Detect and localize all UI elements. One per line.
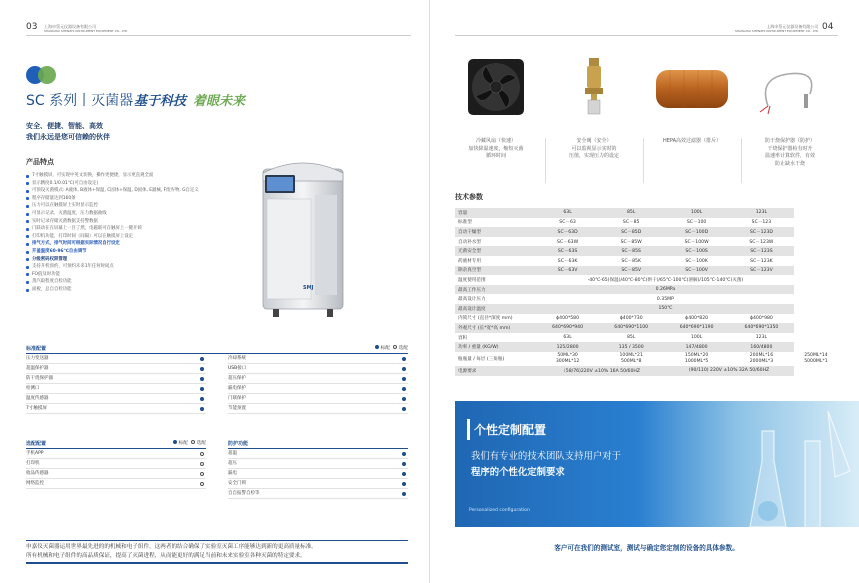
config-row — [26, 404, 206, 414]
fan-caption — [451, 138, 541, 161]
feature-item: 开盖温度60-96℃自由调节 — [26, 248, 246, 256]
spec-value: 63L — [537, 208, 598, 218]
feature-item: 程序存储量达到160条 — [26, 195, 246, 203]
standard-marker-icon — [200, 367, 205, 372]
config-label: USB接口 — [228, 366, 247, 371]
feature-item: 打印机功能，打印时间（间隔）可以在触摸屏上设定 — [26, 233, 246, 241]
spec-row — [455, 237, 838, 247]
spec-value: ϕ400*580 — [537, 314, 598, 324]
standard-marker-icon — [402, 387, 407, 392]
spec-label: 标准型 — [455, 218, 537, 228]
spec-label: 自动补水型 — [455, 237, 537, 247]
spec-row — [455, 285, 838, 295]
config-row — [228, 394, 408, 404]
spec-label: 容量 — [455, 208, 537, 218]
accessory-valve — [549, 58, 639, 161]
spec-label: 外观尺寸 (长*宽*高 mm) — [455, 323, 537, 333]
spec-value-line: 250ML*14 — [804, 352, 828, 358]
config-row — [26, 394, 206, 404]
standard-marker-icon — [200, 397, 205, 402]
page-number-left: 03 — [26, 22, 38, 32]
config-row — [228, 374, 408, 384]
left-footer — [26, 540, 408, 564]
spec-value: 123L — [729, 208, 794, 218]
banner-line-1: 我们有专业的技术团队支持用户对于 — [471, 451, 622, 462]
config-legend-2 — [173, 440, 206, 446]
spec-value — [537, 352, 598, 366]
feature-item: 排气方式，排气时间可根据实际情况自行设定 — [26, 240, 246, 248]
left-page — [0, 0, 429, 583]
header-divider — [26, 35, 411, 36]
feature-item: 显示精度0.1/0.01℃(可自由设定) — [26, 180, 246, 188]
slogan-2: 着眼未来 — [193, 94, 246, 109]
spec-value: SC－123 — [729, 218, 794, 228]
spec-value: 640*690*1100 — [598, 323, 664, 333]
spec-value: SC－85V — [598, 266, 664, 276]
feature-item: 可预设灭菌模式: A液体, B液体+保温, C固体+保温, D固体, E器械, F废弃物, G自定义 — [26, 187, 246, 195]
config-label: 自自报警自检等 — [228, 491, 260, 496]
config-row — [26, 354, 206, 364]
spec-value: SC－100K — [664, 256, 729, 266]
spec-label: 最高工作压力 — [455, 285, 537, 295]
spec-value: ϕ400*980 — [729, 314, 794, 324]
spec-row — [455, 352, 838, 366]
standard-marker-icon — [402, 492, 407, 497]
spec-label: 容积 — [455, 333, 537, 343]
config-row — [228, 384, 408, 394]
spec-value-line: 1000ML*5 — [684, 358, 709, 364]
spec-value: SC－85D — [598, 227, 664, 237]
features-list — [26, 172, 246, 294]
standard-marker-icon — [200, 407, 205, 412]
accessory-sensor — [745, 58, 835, 168]
spec-value: 85L — [598, 208, 664, 218]
config-label: 手机APP — [26, 451, 44, 456]
spec-row — [455, 333, 838, 343]
spec-value — [664, 352, 729, 366]
accessory-separator — [643, 138, 644, 183]
optional-marker-icon — [200, 472, 205, 477]
features-heading: 产品特点 — [26, 158, 54, 166]
feature-item: 支持开机预约，可预约未来1年任何时间点 — [26, 263, 246, 271]
spec-row — [455, 323, 838, 333]
spec-value: SC－100S — [664, 246, 729, 256]
config-label: 漏电保护 — [228, 386, 246, 391]
spec-value: SC－63S — [537, 246, 598, 256]
config-label: 超压保护 — [228, 376, 246, 381]
config-label: 漏电 — [228, 471, 237, 476]
spec-value: SC－85W — [598, 237, 664, 247]
standard-marker-icon — [200, 377, 205, 382]
config-label: 网络监控 — [26, 481, 44, 486]
banner-text — [471, 449, 621, 481]
logo-dot-green — [38, 66, 56, 84]
spec-value: 147/4800 — [664, 342, 729, 352]
spec-value: ϕ400*820 — [664, 314, 729, 324]
sensor-caption-line: 干烧保护器检有时升 — [767, 145, 813, 152]
config-row — [26, 364, 206, 374]
spec-label: 药液材专用 — [455, 256, 537, 266]
protection-config-heading: 防护功能 — [228, 441, 249, 447]
company-name-cn: 上海申蔡元仪器设备有限公司 — [766, 24, 819, 29]
spec-value: SC－100 — [664, 218, 729, 228]
spec-value: SC－123W — [729, 237, 794, 247]
spec-value: SC－85K — [598, 256, 664, 266]
accessory-separator — [545, 138, 546, 183]
header-divider-right — [455, 35, 838, 36]
spec-value: SC－123S — [729, 246, 794, 256]
config-label: 打印机 — [26, 461, 40, 466]
spec-value-line: 5000ML*1 — [804, 358, 828, 364]
spec-value: 0.35MP — [537, 294, 794, 304]
sensor-caption-line: 温速率计算软件，有效 — [764, 153, 815, 159]
legend-open-marker — [393, 345, 397, 349]
footer-bar — [26, 562, 408, 564]
spec-value: 123L — [729, 333, 794, 343]
fan-image — [454, 58, 538, 116]
config-row — [228, 459, 408, 469]
standard-config-table — [26, 345, 408, 414]
spec-value: SC－123V — [729, 266, 794, 276]
spec-row — [455, 246, 838, 256]
sensor-caption-line: 防止缺水干烧 — [774, 160, 805, 167]
spec-row — [455, 218, 838, 228]
sensor-image — [748, 58, 832, 116]
sensor-caption — [745, 138, 835, 168]
footer-text-2: 所有机械和电子组件的高品质保证，提高了灭菌进程，从而能更好的满足当前和未来实验室各种灭菌的特定要求。 — [26, 553, 306, 559]
spec-row — [455, 256, 838, 266]
accessory-separator — [741, 138, 742, 183]
accessory-fan — [451, 58, 541, 161]
spec-row — [455, 266, 838, 276]
spec-value: 100L — [664, 208, 729, 218]
config-label: 节能预置 — [228, 406, 246, 411]
company-name-cn: 上海申蔡元仪器设备有限公司 — [44, 24, 96, 29]
spec-value: （58/76)220V ±10% 16A 50/60HZ — [537, 366, 664, 376]
spec-row — [455, 294, 838, 304]
config-label: 压力变送器 — [26, 356, 49, 361]
spec-value — [598, 352, 664, 366]
spec-value: 85L — [598, 333, 664, 343]
sensor-caption-line: 防干烧保护器（防护） — [764, 138, 815, 144]
valve-image — [552, 58, 636, 116]
config-row — [228, 354, 408, 364]
spec-value-line: 300ML*12 — [555, 358, 580, 364]
feature-item: 7寸触摸屏，可实现中英文切换，操作更便捷，显示更直观全面 — [26, 172, 246, 180]
standard-marker-icon — [402, 407, 407, 412]
spec-value: 125/2800 — [537, 342, 598, 352]
spec-value: 640*690*940 — [537, 323, 598, 333]
config-row — [26, 479, 206, 489]
spec-label: 瓶瓶量 / 每层 (三角瓶) — [455, 352, 537, 366]
config-label: 超温 — [228, 451, 237, 456]
spec-value: SC－63V — [537, 266, 598, 276]
standard-marker-icon — [402, 377, 407, 382]
safety-valve-icon — [552, 58, 636, 116]
tagline-1: 安全、便捷、智能、高效 — [26, 122, 103, 130]
lab-glassware-image — [710, 401, 859, 527]
spec-label: 最高设计压力 — [455, 294, 537, 304]
legend-filled-marker — [173, 440, 177, 444]
spec-value: 135 / 3500 — [598, 342, 664, 352]
banner-line-2: 程序的个性化定制要求 — [471, 467, 565, 478]
spec-value-line: 200ML*16 — [749, 352, 774, 358]
sterilizer-image — [257, 155, 349, 320]
machine-badge: SMJ — [303, 285, 314, 291]
standard-marker-icon — [402, 452, 407, 457]
spec-value: -40℃-65(保温)/40℃-80℃(烘干)/65℃-100℃(溶解)/105℃-140℃(灭菌) — [537, 275, 794, 285]
right-footer: 客户可在我们的测试室，测试与确定您定制的设备的具体参数。 — [554, 544, 739, 552]
footer-text-1: 申嘉仪灭菌器运用世界最先进的的机械和电子组件，这两者的结合确保了实验室灭菌工序能够达到新的更高质量标准。 — [26, 544, 317, 550]
spec-row — [455, 275, 838, 285]
standard-config-heading: 标准配置 — [26, 346, 47, 352]
config-row — [228, 449, 408, 459]
spec-value: SC－63D — [537, 227, 598, 237]
standard-marker-icon — [402, 397, 407, 402]
spec-value-line: 50ML*30 — [557, 352, 578, 358]
standard-marker-icon — [402, 357, 407, 362]
feature-item: 压力可以在触摸屏上实时显示监控 — [26, 202, 246, 210]
valve-caption-line: 可以监视显示实时的 — [571, 145, 617, 152]
config-label: 温度传感器 — [26, 396, 49, 401]
spec-value: SC－100D — [664, 227, 729, 237]
legend-filled-marker — [375, 345, 379, 349]
fan-icon — [454, 58, 538, 116]
spec-row — [455, 208, 838, 218]
accessory-filter — [647, 58, 737, 146]
tagline-2: 我们永远是您可信赖的伙伴 — [26, 133, 110, 141]
company-header-left — [44, 24, 127, 34]
config-row — [26, 374, 206, 384]
spec-value — [794, 352, 838, 366]
valve-caption — [549, 138, 639, 161]
feature-item: 面板，总自自检功能 — [26, 286, 246, 294]
fan-caption-line: 循环时间 — [485, 153, 506, 159]
config-row — [228, 404, 408, 414]
company-header-right — [735, 24, 818, 34]
page-title: SC 系列丨灭菌器 — [26, 93, 134, 109]
spec-value: ϕ400*730 — [598, 314, 664, 324]
legend-opt: 选配 — [398, 346, 408, 351]
optional-marker-icon — [200, 452, 205, 457]
spec-row — [455, 342, 838, 352]
optional-marker-icon — [200, 462, 205, 467]
spec-row — [455, 304, 838, 314]
config-row — [228, 489, 408, 499]
spec-label: 自动干燥型 — [455, 227, 537, 237]
config-label: 安全门锁 — [228, 481, 246, 486]
spec-table — [455, 208, 838, 376]
config-label: 门联保护 — [228, 396, 246, 401]
spec-value: SC－85 — [598, 218, 664, 228]
spec-value: SC－63K — [537, 256, 598, 266]
spec-label: 内筒尺寸 (直径*深度 mm) — [455, 314, 537, 324]
spec-value: 640*690*1350 — [729, 323, 794, 333]
optional-config-rows — [26, 449, 206, 489]
spec-value: SC－63W — [537, 237, 598, 247]
spec-value: SC－100V — [664, 266, 729, 276]
standard-marker-icon — [402, 367, 407, 372]
filter-image — [650, 58, 734, 116]
feature-item: 可显示记录，灭菌温度，压力数据曲线 — [26, 210, 246, 218]
banner-small-text: Personalized configuration — [469, 508, 530, 513]
spec-label: 电源要求 — [455, 366, 537, 376]
page-spine — [429, 0, 430, 583]
config-row — [26, 384, 206, 394]
spec-value: 160/4800 — [729, 342, 794, 352]
config-label: 超压 — [228, 461, 237, 466]
config-label: 冷却系统 — [228, 356, 246, 361]
protection-config-table — [228, 440, 408, 499]
config-row — [26, 469, 206, 479]
feature-item: 实时记录存储灭菌数据支持警数据 — [26, 218, 246, 226]
slogan-1: 基于科技 — [134, 94, 187, 109]
legend-open-marker — [191, 440, 195, 444]
feature-item: 分级密码权限管理 — [26, 256, 246, 264]
hepa-filter-icon — [650, 58, 734, 116]
legend-opt: 选配 — [196, 441, 206, 446]
config-row — [26, 449, 206, 459]
spec-value-line: 500ML*8 — [620, 358, 642, 364]
spec-value: SC－63 — [537, 218, 598, 228]
config-row — [228, 364, 408, 374]
spec-value: (90/110) 220V ±10% 32A 50/60HZ — [664, 366, 794, 376]
spec-label: 无菌安全型 — [455, 246, 537, 256]
spec-value: 150℃ — [537, 304, 794, 314]
legend-std: 标配 — [178, 441, 188, 446]
valve-caption-line: 压值，实现压力的设定 — [568, 153, 619, 159]
spec-heading: 技术参数 — [455, 193, 483, 201]
legend-std: 标配 — [380, 346, 390, 351]
config-label: 防干烧保护器 — [26, 376, 53, 381]
spec-label: 除杂真空型 — [455, 266, 537, 276]
standard-marker-icon — [200, 387, 205, 392]
spec-value: 0.26MPa — [537, 285, 794, 295]
spec-label: 温度使用范围 — [455, 275, 537, 285]
spec-value — [729, 352, 794, 366]
spec-row — [455, 314, 838, 324]
spec-value-line: 150ML*20 — [684, 352, 709, 358]
feature-item: 门联动在在屏幕上一目了然，电磁联可在触屏上一键开锁 — [26, 225, 246, 233]
optional-marker-icon — [200, 482, 205, 487]
temperature-sensor-icon — [748, 58, 832, 116]
banner-title: 个性定制配置 — [467, 419, 552, 440]
config-label: 7寸触摸屏 — [26, 406, 47, 411]
spec-value: SC－123K — [729, 256, 794, 266]
standard-marker-icon — [200, 357, 205, 362]
optional-config-table — [26, 440, 206, 489]
company-name-en: SHANGHAI SHENZHI INSTRUMENT EQUIPMENT CO., LTD — [44, 29, 128, 33]
spec-value-line: 2000ML*3 — [749, 358, 774, 364]
valve-caption-line: 安全阀（安全） — [576, 138, 612, 144]
config-row — [228, 469, 408, 479]
custom-config-banner — [455, 401, 859, 527]
spec-label: 最高设计温度 — [455, 304, 537, 314]
standard-config-left-column — [26, 354, 206, 414]
config-label: 超温保护器 — [26, 366, 49, 371]
spec-value: SC－100W — [664, 237, 729, 247]
standard-config-header — [26, 345, 408, 354]
feature-item: FO值及时功能 — [26, 271, 246, 279]
optional-config-header — [26, 440, 206, 449]
spec-value: SC－123D — [729, 227, 794, 237]
feature-item: 蒸汽取程度自检功能 — [26, 278, 246, 286]
fan-caption-line: 冷藏风扇（快速） — [475, 138, 516, 144]
standard-config-right-column — [228, 354, 408, 414]
page-number-right: 04 — [822, 22, 834, 32]
config-legend — [375, 345, 408, 351]
protection-config-rows — [228, 449, 408, 499]
config-row — [228, 479, 408, 489]
filter-caption — [647, 138, 737, 146]
standard-marker-icon — [402, 472, 407, 477]
protection-config-header — [228, 440, 408, 449]
spec-value: 100L — [664, 333, 729, 343]
optional-config-heading: 选配配置 — [26, 441, 47, 447]
standard-marker-icon — [402, 482, 407, 487]
company-name-en: SHANGHAI SHENZHI INSTRUMENT EQUIPMENT CO., LTD — [735, 29, 819, 33]
config-label: 检测口 — [26, 386, 40, 391]
fan-caption-line: 加快降温速度，缩短灭菌 — [468, 145, 524, 152]
spec-row — [455, 366, 838, 376]
spec-value: 63L — [537, 333, 598, 343]
spec-value: SC－85S — [598, 246, 664, 256]
spec-value-line: 100ML*21 — [619, 352, 643, 358]
config-label: 收品传感器 — [26, 471, 49, 476]
standard-marker-icon — [402, 462, 407, 467]
config-row — [26, 459, 206, 469]
spec-row — [455, 227, 838, 237]
spec-value: 640*690*1190 — [664, 323, 729, 333]
filter-caption-line: HEPA高效过滤器（排斥） — [662, 138, 722, 144]
spec-label: 功率 / 重量 (KG/W) — [455, 342, 537, 352]
